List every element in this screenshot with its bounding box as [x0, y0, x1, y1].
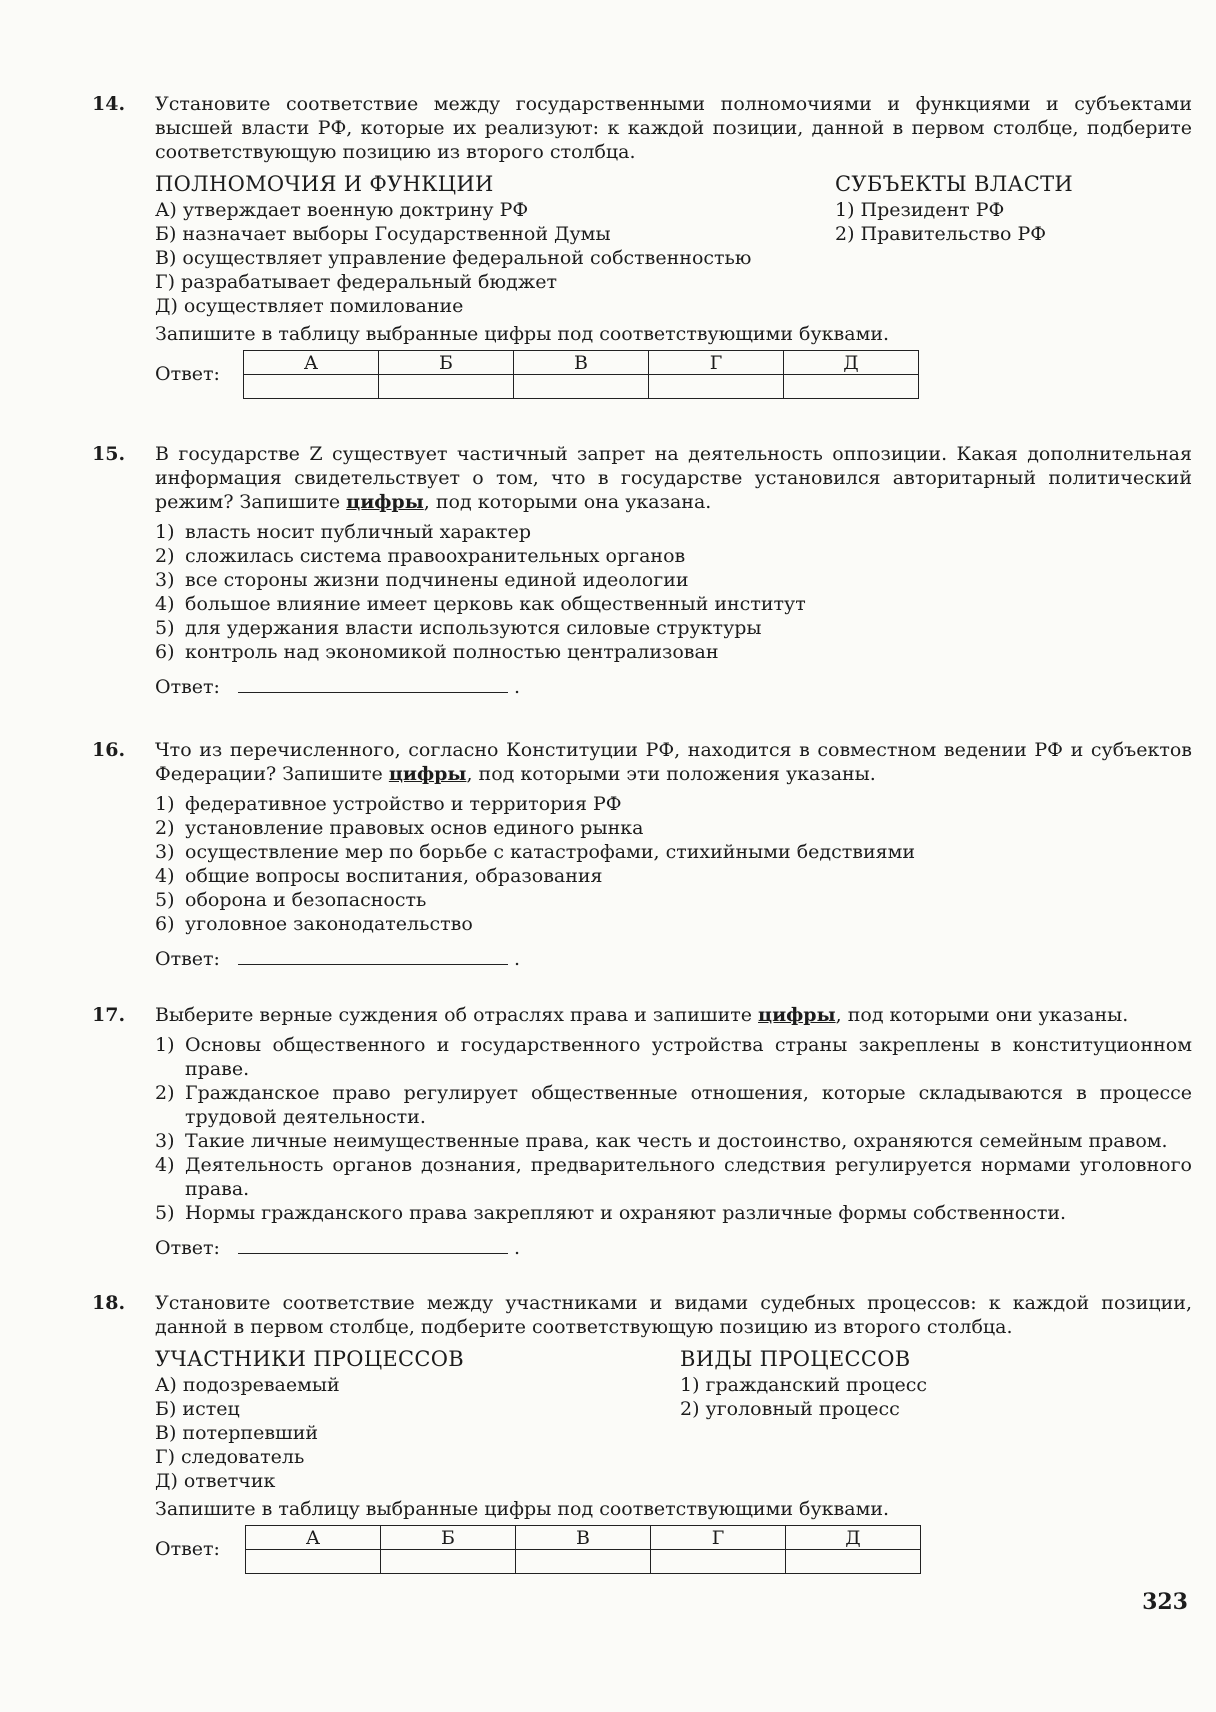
right-item: 1) гражданский процесс: [680, 1374, 928, 1396]
left-item: В) осуществляет управление федеральной собственностью: [155, 247, 752, 269]
options-list: [155, 792, 1192, 936]
option: 3) осуществление мер по борьбе с катастрофами, стихийными бедствиями: [155, 841, 916, 863]
answer-label: Ответ:: [155, 1538, 220, 1560]
answer-label: Ответ:: [155, 1237, 220, 1259]
options-list: [155, 520, 1192, 664]
table-header: А: [246, 1526, 381, 1550]
answer-cell[interactable]: [784, 375, 919, 399]
question-number: 18.: [92, 1292, 126, 1314]
answer-label: Ответ:: [155, 676, 220, 698]
left-column-header: ПОЛНОМОЧИЯ И ФУНКЦИИ: [155, 172, 494, 196]
left-item: Б) истец: [155, 1398, 240, 1420]
answer-label: Ответ:: [155, 948, 220, 970]
question-15: [92, 442, 1192, 699]
answer-line-row: Ответ: .: [155, 676, 521, 698]
page-number: 323: [1142, 1589, 1188, 1615]
left-column: [155, 1347, 464, 1493]
option: 4) Деятельность органов дознания, предварительного следствия регулируется нормами уголовного права.: [155, 1154, 1192, 1200]
answer-table: [243, 350, 919, 399]
answer-cell[interactable]: [514, 375, 649, 399]
option: 2) Гражданское право регулирует общественные отношения, которые складываются в процессе трудовой деятельности.: [155, 1082, 1192, 1128]
left-column: [155, 172, 751, 318]
left-item: В) потерпевший: [155, 1422, 319, 1444]
answer-line-row: Ответ: .: [155, 1237, 521, 1259]
option: 3) все стороны жизни подчинены единой идеологии: [155, 569, 689, 591]
right-item: 1) Президент РФ: [835, 199, 1005, 221]
question-text: Выберите верные суждения об отраслях права и запишите цифры, под которыми они указаны.: [155, 1004, 1129, 1026]
answer-cell[interactable]: [786, 1550, 921, 1574]
table-header: Б: [379, 351, 514, 375]
right-item: 2) Правительство РФ: [835, 223, 1047, 245]
left-item: Б) назначает выборы Государственной Думы: [155, 223, 611, 245]
answer-row: [155, 350, 1192, 410]
question-14: [92, 92, 1192, 410]
question-number: 17.: [92, 1004, 126, 1026]
option: 2) сложилась система правоохранительных органов: [155, 545, 686, 567]
option: 4) общие вопросы воспитания, образования: [155, 865, 603, 887]
option: 5) оборона и безопасность: [155, 889, 427, 911]
left-item: Г) следователь: [155, 1446, 305, 1468]
table-instruction: Запишите в таблицу выбранные цифры под соответствующими буквами.: [155, 323, 890, 345]
table-header: Д: [784, 351, 919, 375]
option: 5) для удержания власти используются силовые структуры: [155, 617, 762, 639]
left-item: Д) осуществляет помилование: [155, 295, 464, 317]
table-header: Д: [786, 1526, 921, 1550]
question-text: В государстве Z существует частичный запрет на деятельность оппозиции. Какая дополнительная информация свидетельствует о том, что в государстве установился авторитарный политический режим? Запишите цифры, под которыми она указана.: [155, 443, 1192, 513]
right-column: [680, 1347, 927, 1421]
answer-line[interactable]: [238, 1235, 508, 1254]
question-text: Установите соответствие между государственными полномочиями и функциями и субъектами высшей власти РФ, которые их реализуют: к каждой позиции, данной в первом столбце, подберите соответствующую позицию из второго столбца.: [155, 93, 1192, 163]
left-item: А) подозреваемый: [155, 1374, 340, 1396]
table-header: Б: [381, 1526, 516, 1550]
answer-cell[interactable]: [246, 1550, 381, 1574]
question-number: 15.: [92, 443, 126, 465]
emphasis-text: цифры: [758, 1004, 836, 1026]
option: 6) уголовное законодательство: [155, 913, 473, 935]
right-column-header: СУБЪЕКТЫ ВЛАСТИ: [835, 172, 1074, 196]
question-number: 16.: [92, 739, 126, 761]
answer-cell[interactable]: [244, 375, 379, 399]
table-header: В: [514, 351, 649, 375]
answer-line[interactable]: [238, 946, 508, 965]
emphasis-text: цифры: [346, 491, 424, 513]
answer-line-row: Ответ: .: [155, 948, 521, 970]
right-column: [835, 172, 1073, 246]
answer-row: [155, 1525, 1192, 1585]
option: 2) установление правовых основ единого рынка: [155, 817, 644, 839]
left-column-header: УЧАСТНИКИ ПРОЦЕССОВ: [155, 1347, 465, 1371]
options-list: [155, 1033, 1192, 1225]
option: 4) большое влияние имеет церковь как общественный институт: [155, 593, 806, 615]
answer-line[interactable]: [238, 674, 508, 693]
answer-cell[interactable]: [649, 375, 784, 399]
left-item: А) утверждает военную доктрину РФ: [155, 199, 529, 221]
table-header: Г: [649, 351, 784, 375]
option: 1) Основы общественного и государственного устройства страны закреплены в конституционном праве.: [155, 1034, 1192, 1080]
option: 1) федеративное устройство и территория РФ: [155, 793, 622, 815]
answer-table: [245, 1525, 921, 1574]
answer-label: Ответ:: [155, 363, 220, 385]
question-text: Установите соответствие между участниками и видами судебных процессов: к каждой позиции, данной в первом столбце, подберите соответствующую позицию из второго столбца.: [155, 1292, 1192, 1338]
answer-cell[interactable]: [651, 1550, 786, 1574]
option: 3) Такие личные неимущественные права, как честь и достоинство, охраняются семейным правом.: [155, 1130, 1168, 1152]
answer-cell[interactable]: [381, 1550, 516, 1574]
question-number: 14.: [92, 93, 126, 115]
table-header: В: [516, 1526, 651, 1550]
question-text: Что из перечисленного, согласно Конституции РФ, находится в совместном ведении РФ и субъектов Федерации? Запишите цифры, под которыми эти положения указаны.: [155, 739, 1192, 785]
table-header: Г: [651, 1526, 786, 1550]
right-column-header: ВИДЫ ПРОЦЕССОВ: [680, 1347, 911, 1371]
answer-cell[interactable]: [516, 1550, 651, 1574]
table-instruction: Запишите в таблицу выбранные цифры под соответствующими буквами.: [155, 1498, 890, 1520]
question-17: [92, 1003, 1192, 1260]
question-16: [92, 738, 1192, 971]
right-item: 2) уголовный процесс: [680, 1398, 900, 1420]
answer-cell[interactable]: [379, 375, 514, 399]
question-18: [92, 1291, 1192, 1585]
emphasis-text: цифры: [388, 763, 467, 785]
table-header: А: [244, 351, 379, 375]
left-item: Д) ответчик: [155, 1470, 276, 1492]
option: 6) контроль над экономикой полностью централизован: [155, 641, 719, 663]
left-item: Г) разрабатывает федеральный бюджет: [155, 271, 557, 293]
option: 5) Нормы гражданского права закрепляют и охраняют различные формы собственности.: [155, 1202, 1067, 1224]
option: 1) власть носит публичный характер: [155, 521, 531, 543]
